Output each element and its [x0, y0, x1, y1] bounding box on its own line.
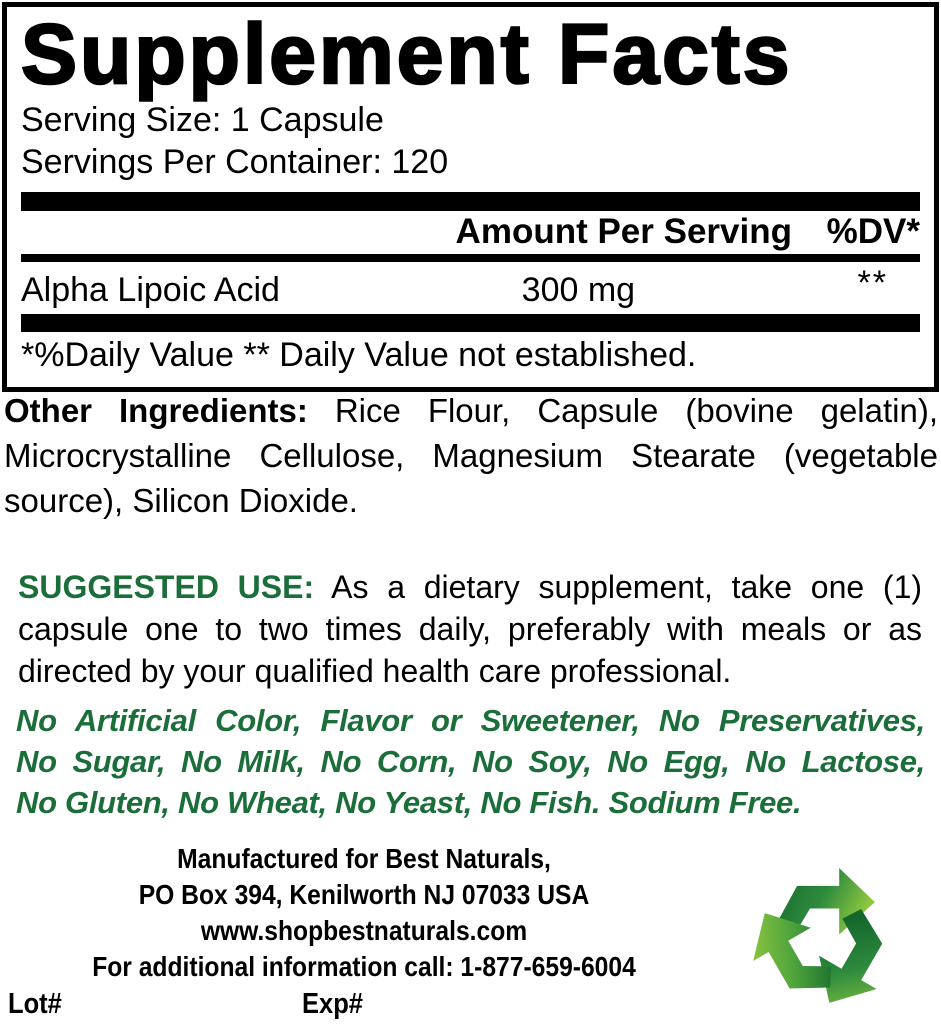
serving-size: Serving Size: 1 Capsule	[21, 100, 384, 139]
claims-line: No Sugar, No Milk, No Corn, No Soy, No Egg, No Lactose,	[16, 744, 925, 779]
exp-date-label: Exp#	[302, 988, 364, 1020]
address-line: PO Box 394, Kenilworth NJ 07033 USA	[138, 879, 590, 910]
phone-line: For additional information call: 1-877-659-6004	[92, 951, 636, 982]
website-line: www.shopbestnaturals.com	[200, 915, 528, 946]
column-header-row	[21, 211, 920, 254]
claims-line: No Gluten, No Wheat, No Yeast, No Fish. Sodium Free.	[16, 785, 802, 820]
manufacturer-line: Manufactured for Best Naturals,	[177, 843, 551, 874]
divider-thick-top	[21, 192, 920, 211]
daily-value-footnote: *%Daily Value ** Daily Value not established.	[21, 335, 697, 374]
servings-per-container: Servings Per Container: 120	[21, 142, 449, 181]
other-ingredients-label: Other Ingredients:	[4, 392, 308, 429]
divider-thick-bottom	[21, 314, 920, 332]
suggested-use-text: As a dietary supplement, take one (1) capsule one to two times daily, preferably with meals or as directed by your qualified health care professional.	[18, 569, 923, 689]
lot-number-label: Lot#	[8, 988, 62, 1020]
footer	[44, 841, 685, 985]
divider-medium	[21, 254, 920, 262]
ingredient-dv: **	[857, 263, 888, 302]
recycle-icon	[742, 842, 904, 1014]
panel-title: Supplement Facts	[21, 7, 793, 101]
suggested-use	[18, 566, 922, 692]
claims-line: No Artificial Color, Flavor or Sweetener, No Preservatives,	[16, 703, 925, 738]
dv-header: %DV*	[826, 211, 920, 251]
ingredient-amount: 300 mg	[521, 270, 636, 309]
supplement-facts-panel	[2, 2, 939, 392]
other-ingredients	[4, 388, 938, 523]
other-ingredients-text: Rice Flour, Capsule (bovine gelatin), Microcrystalline Cellulose, Magnesium Stearate (vegetable source), Silicon Dioxide.	[4, 392, 938, 519]
claims	[16, 700, 925, 823]
suggested-use-label: SUGGESTED USE:	[18, 569, 315, 605]
amount-per-serving-header: Amount Per Serving	[455, 211, 792, 251]
ingredient-name: Alpha Lipoic Acid	[21, 270, 280, 309]
ingredient-row	[21, 262, 920, 314]
